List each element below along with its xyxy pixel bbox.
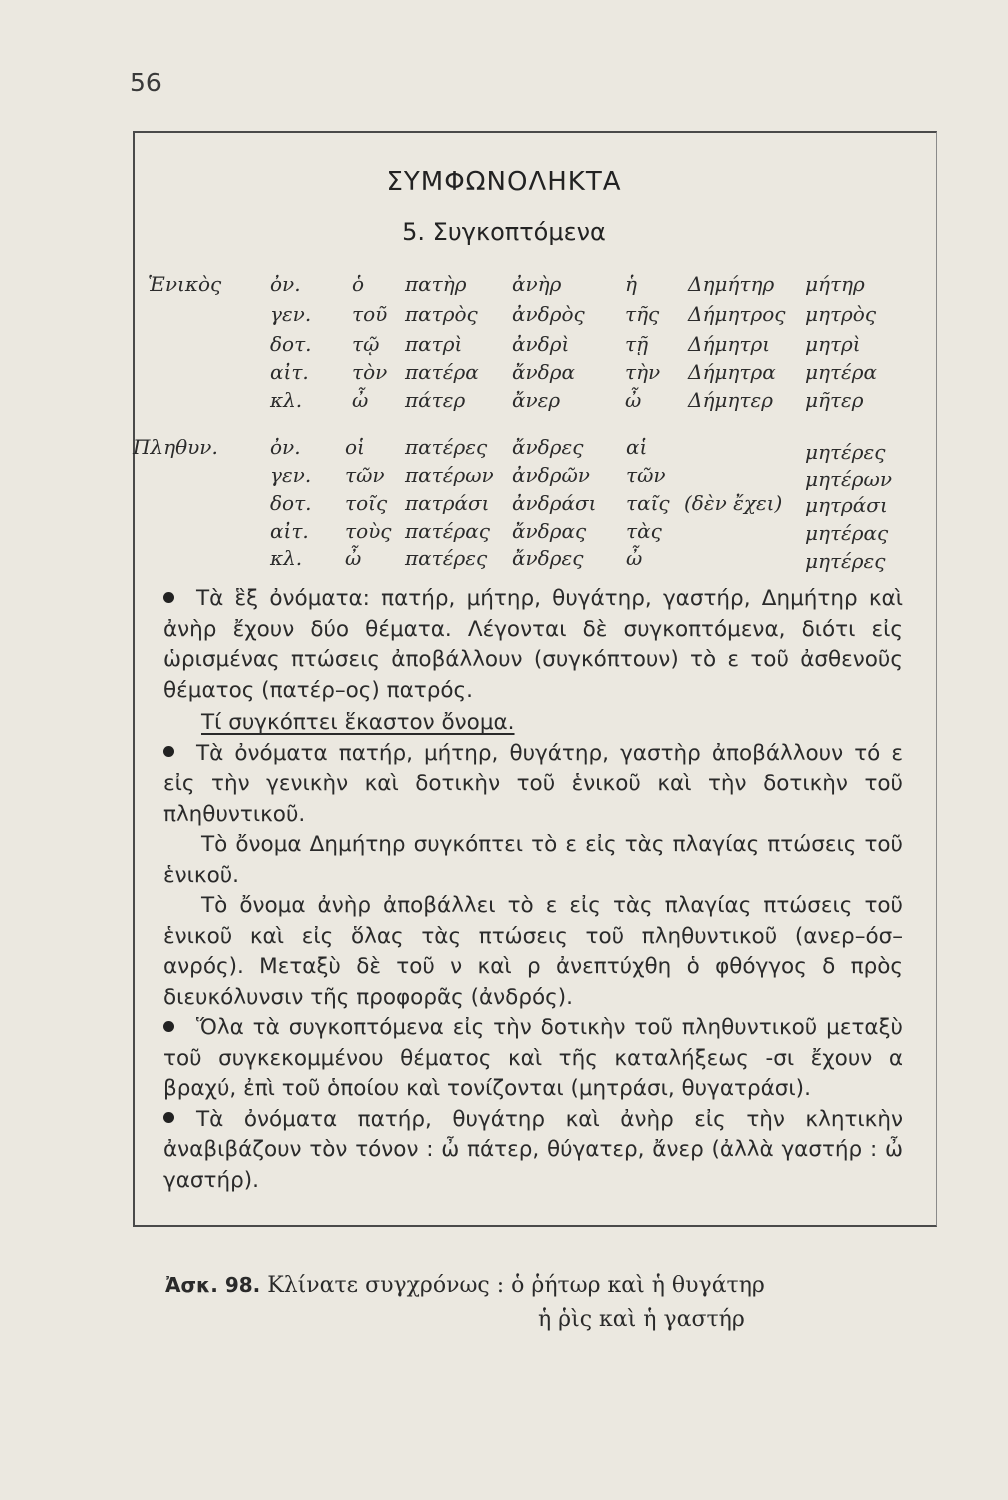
form-demeter: Δήμητρος <box>688 302 786 326</box>
page-number: 56 <box>130 68 162 97</box>
form-meter: μητράσι <box>805 493 888 517</box>
exercise-line-2: ἡ ῥὶς καὶ ἡ γαστήρ <box>538 1307 745 1332</box>
form-demeter: Δημήτηρ <box>688 272 775 296</box>
form-aner: ἄνδρας <box>512 519 587 543</box>
question-line: Τί συγκόπτει ἕκαστον ὄνομα. <box>201 710 515 735</box>
article-masc: τοῦ <box>352 302 388 326</box>
exercise <box>165 1268 925 1337</box>
form-pater: πατέρα <box>405 360 479 384</box>
article-masc: ὁ <box>352 272 365 296</box>
form-pater: πατρὶ <box>405 332 463 356</box>
article-masc: τὸν <box>352 360 388 384</box>
form-meter: μητέρες <box>805 549 886 573</box>
case-label: αἰτ. <box>270 519 309 543</box>
section-subtitle: 5. Συγκοπτόμενα <box>402 218 606 246</box>
form-demeter: Δήμητρα <box>688 360 776 384</box>
plural-label: Πληθυν. <box>133 435 218 459</box>
exercise-line-1 <box>165 1268 925 1303</box>
paragraph-dative-plural: Ὅλα τὰ συγκοπτόμενα εἰς τὴν δοτικὴν τοῦ πληθυντικοῦ μεταξὺ τοῦ συγκεκομμένου θέματος καὶ τῆς καταλήξεως -σι ἔχουν α βραχύ, ἐπὶ τοῦ ὁποίου καὶ τονίζονται (μητράσι, θυγατράσι). <box>163 1013 903 1105</box>
form-aner: ἀνδράσι <box>512 491 597 515</box>
form-aner: ἀνδρὶ <box>512 332 570 356</box>
form-aner: ἀνὴρ <box>512 272 562 296</box>
article-fem: τὰς <box>626 519 662 543</box>
section-title: ΣΥΜΦΩΝΟΛΗΚΤΑ <box>386 167 622 197</box>
article-masc: οἱ <box>345 435 365 459</box>
form-demeter: Δήμητρι <box>688 332 771 356</box>
article-fem: τῆς <box>625 302 660 326</box>
form-pater: πατέρες <box>405 435 488 459</box>
case-label: κλ. <box>270 388 303 412</box>
form-meter: μήτηρ <box>805 272 865 296</box>
form-aner: ἄνδρα <box>512 360 575 384</box>
form-pater: πατέρων <box>405 463 494 487</box>
paragraph-demeter: Τὸ ὄνομα Δημήτηρ συγκόπτει τὸ ε εἰς τὰς πλαγίας πτώσεις τοῦ ἑνικοῦ. <box>163 832 903 888</box>
article-fem: ταῖς <box>626 491 670 515</box>
case-label: κλ. <box>270 546 303 570</box>
article-fem: τὴν <box>625 360 661 384</box>
explanation-text <box>163 584 903 1196</box>
declension-table <box>0 0 1008 580</box>
article-fem: τῇ <box>625 332 649 356</box>
form-meter: μητέρα <box>805 360 878 384</box>
paragraph-syncope-rule: Τὰ ὀνόματα πατήρ, μήτηρ, θυγάτηρ, γαστὴρ ἀποβάλλουν τό ε εἰς τὴν γενικὴν καὶ δοτικὴν τοῦ ἑνικοῦ καὶ τὴν δοτικὴν τοῦ πληθυντικοῦ. <box>163 739 903 831</box>
form-pater: πάτερ <box>405 388 466 412</box>
form-aner: ἄνερ <box>512 388 561 412</box>
article-masc: τοῖς <box>345 491 388 515</box>
article-masc: τῷ <box>352 332 380 356</box>
form-meter: μητέρας <box>805 521 889 545</box>
article-fem: ὦ <box>626 546 643 570</box>
article-fem: ἡ <box>625 272 637 296</box>
case-label: ὀν. <box>270 435 301 459</box>
form-aner: ἀνδρῶν <box>512 463 590 487</box>
article-masc: ὦ <box>352 388 369 412</box>
article-masc: τοὺς <box>345 519 392 543</box>
form-pater: πατρὸς <box>405 302 478 326</box>
case-label: γεν. <box>270 463 312 487</box>
form-meter: μητρὸς <box>805 302 877 326</box>
form-meter: μητρὶ <box>805 332 861 356</box>
paragraph-vocative: Τὰ ὀνόματα πατήρ, θυγάτηρ καὶ ἀνὴρ εἰς τὴν κλητικὴν ἀναβιβάζουν τὸν τόνον : ὦ πάτερ, θύγατερ, ἄνερ (ἀλλὰ γαστήρ : ὦ γαστήρ). <box>163 1105 903 1197</box>
case-label: γεν. <box>270 302 312 326</box>
case-label: ὀν. <box>270 272 301 296</box>
form-pater: πατέρας <box>405 519 490 543</box>
article-fem: αἱ <box>626 435 648 459</box>
paragraph-six-nouns: Τὰ ἓξ ὀνόματα: πατήρ, μήτηρ, θυγάτηρ, γαστήρ, Δημήτηρ καὶ ἀνὴρ ἔχουν δύο θέματα. Λέγονται δὲ συγκοπτόμενα, διότι εἰς ὡρισμένας πτώσεις ἀποβάλλουν (συγκόπτουν) τὸ ε τοῦ ἀσθενοῦς θέματος (πατέρ–ος) πατρός. <box>163 584 903 706</box>
form-pater: πατέρες <box>405 546 488 570</box>
case-label: δοτ. <box>270 491 312 515</box>
article-masc: ὦ <box>345 546 362 570</box>
article-fem: ὦ <box>625 388 642 412</box>
form-meter: μῆτερ <box>805 388 864 412</box>
form-meter: μητέρες <box>805 440 886 464</box>
exercise-label: Ἀσκ. 98. <box>165 1273 261 1297</box>
singular-label: Ἑνικὸς <box>148 272 222 296</box>
form-aner: ἄνδρες <box>512 546 584 570</box>
form-pater: πατὴρ <box>405 272 467 296</box>
paragraph-aner: Τὸ ὄνομα ἀνὴρ ἀποβάλλει τὸ ε εἰς τὰς πλαγίας πτώσεις τοῦ ἑνικοῦ καὶ εἰς ὅλας τὰς πτώσεις τοῦ πληθυντικοῦ (ανερ–όσ– ανρός). Μεταξὺ δὲ τοῦ ν καὶ ρ ἀνεπτύχθη ὁ φθόγγος δ πρὸς διευκόλυνσιν τῆς προφορᾶς (ἀνδρός). <box>163 893 903 1010</box>
case-label: αἰτ. <box>270 360 309 384</box>
form-aner: ἀνδρὸς <box>512 302 585 326</box>
form-aner: ἄνδρες <box>512 435 584 459</box>
article-fem: τῶν <box>626 463 666 487</box>
form-demeter: Δήμητερ <box>688 388 773 412</box>
dative-note: (δὲν ἔχει) <box>684 491 783 515</box>
case-label: δοτ. <box>270 332 312 356</box>
exercise-instruction: Κλίνατε συγχρόνως : ὁ ῥήτωρ καὶ ἡ θυγάτηρ <box>267 1273 765 1298</box>
article-masc: τῶν <box>345 463 385 487</box>
form-pater: πατράσι <box>405 491 490 515</box>
form-meter: μητέρων <box>805 467 893 491</box>
